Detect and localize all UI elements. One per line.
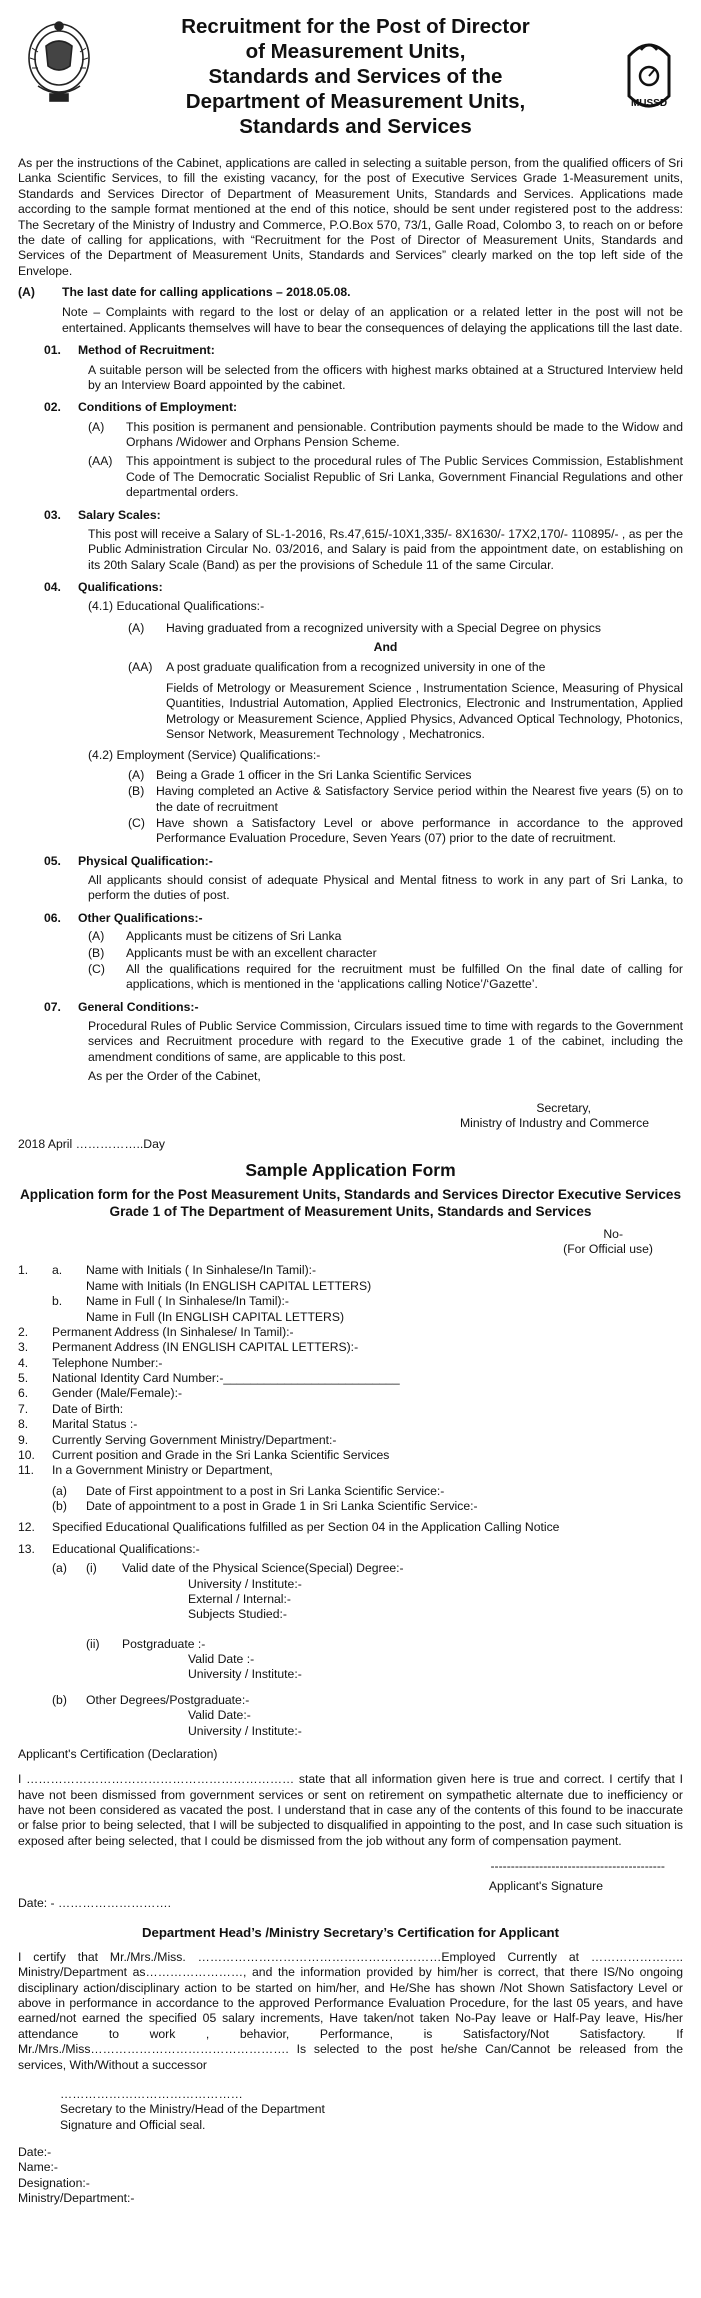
- form-item-11a: (a) Date of First appointment to a post in Sri Lanka Scientific Service:-: [52, 1483, 445, 1498]
- form-13a-ii-date: Valid Date :-: [188, 1652, 255, 1667]
- form-13b-date: Valid Date:-: [188, 1708, 251, 1723]
- applicant-certification-text: I ………………………………………………………… state that all information given here is true and correct. I certify that I have not been dismissed from government services or sent on retirement on sympathetic alternate due to inefficiency or have not been considered as vacated the post. I understand that in case any of the contents of this found to be inaccurate or false prior to being selected, that I will be subjected to disqualified in appointing to the post, and In case such situation is exposed after being selected, that I could be dismissed from the job without any form of compensation payment.: [18, 1772, 683, 1848]
- last-date-text: The last date for calling applications – 2018.05.08.: [62, 285, 351, 299]
- section-04-1-a: (A) Having graduated from a recognized university with a Special Degree on physics: [128, 620, 601, 635]
- form-13a-external: External / Internal:-: [188, 1591, 291, 1606]
- cabinet-order: As per the Order of the Cabinet,: [88, 1069, 261, 1084]
- form-item-1a-2: Name with Initials (In ENGLISH CAPITAL LETTERS): [86, 1278, 372, 1293]
- section-04-2-c: (C) Have shown a Satisfactory Level or above performance in accordance to the approved Performance Evaluation Procedure, Seven Years (07) prior to the date of recruitment.: [128, 815, 683, 846]
- section-06-c: (C) All the qualifications required for the recruitment must be fulfilled On the final date of calling for applications, which is mentioned in the ‘applications calling Notice’/‘Gazette’.: [88, 961, 683, 992]
- form-item-6: 6. Gender (Male/Female):-: [18, 1386, 183, 1401]
- section-03-text: This post will receive a Salary of SL-1-2016, Rs.47,615/-10X1,335/- 8X1630/- 17X2,170/- 110895/- , as per the Public Administration Circular No. 03/2016, and Salary is paid from the appointment date, on establishing on its 20th Salary Scale (Band) as per the provisions of Schedule 11 of the same Circular.: [88, 526, 683, 572]
- form-13a-university: University / Institute:-: [188, 1576, 302, 1591]
- section-05-heading: 05. Physical Qualification:-: [44, 853, 213, 868]
- form-item-5: 5. National Identity Card Number:-__________________________: [18, 1371, 400, 1386]
- form-item-11: 11. In a Government Ministry or Department,: [18, 1463, 273, 1478]
- secretary-label: Secretary,: [536, 1100, 591, 1115]
- signature-line: -------------------------------------------: [490, 1859, 665, 1874]
- form-item-1b: b. Name in Full ( In Sinhalese/In Tamil):-: [52, 1294, 289, 1309]
- official-use: (For Official use): [563, 1242, 653, 1257]
- footer-date: Date:-: [18, 2145, 52, 2160]
- form-subtitle: Application form for the Post Measurement Units, Standards and Services Director Executive Services Grade 1 of The Department of Measurement Units, Standards and Services: [19, 1186, 682, 1219]
- applicant-signature-label: Applicant's Signature: [488, 1878, 603, 1893]
- section-06-a: (A) Applicants must be citizens of Sri Lanka: [88, 929, 342, 944]
- form-13a-subjects: Subjects Studied:-: [188, 1607, 287, 1622]
- mussd-logo: [619, 36, 679, 122]
- last-date-label: (A): [18, 285, 35, 299]
- section-04-2: (4.2) Employment (Service) Qualifications:-: [88, 748, 321, 763]
- last-date-line: [18, 285, 683, 300]
- sri-lanka-emblem-icon: [24, 18, 94, 104]
- footer-designation: Designation:-: [18, 2175, 90, 2190]
- section-04-2-a: (A) Being a Grade 1 officer in the Sri Lanka Scientific Services: [128, 767, 472, 782]
- ministry-label: Ministry of Industry and Commerce: [460, 1115, 649, 1130]
- form-item-2: 2. Permanent Address (In Sinhalese/ In Tamil):-: [18, 1324, 294, 1339]
- section-01-heading: 01. Method of Recruitment:: [44, 343, 215, 358]
- form-item-9: 9. Currently Serving Government Ministry/Department:-: [18, 1432, 337, 1447]
- signature-seal: Signature and Official seal.: [60, 2117, 206, 2132]
- footer-name: Name:-: [18, 2160, 58, 2175]
- form-item-13a-i: (a) (i) Valid date of the Physical Science(Special) Degree:-: [52, 1561, 404, 1576]
- official-no: No-: [603, 1226, 623, 1241]
- application-form: [18, 1263, 683, 1739]
- form-item-11b: (b) Date of appointment to a post in Grade 1 in Sri Lanka Scientific Service:-: [52, 1499, 478, 1514]
- form-item-8: 8. Marital Status :-: [18, 1417, 138, 1432]
- form-item-12: 12. Specified Educational Qualifications fulfilled as per Section 04 in the Application Calling Notice: [18, 1520, 560, 1535]
- form-item-10: 10. Current position and Grade in the Sri Lanka Scientific Services: [18, 1447, 390, 1462]
- head-certification-text: I certify that Mr./Mrs./Miss. ……………………………………………………Employed Currently at ………………….. Ministry/Department as……………………, and the information provided by him/her is correct, that there IS/No ongoing disciplinary action/disciplinary action to be started on him/her, and He/She has shown /Not Shown Satisfactory Level or above in performance in accordance to the approved Performance Evaluation Procedure, for the last 05 years, and have earned/not earned the specified 05 salary increments, Have taken/not taken No-Pay leave or Half-Pay leave, His/her attendance to work , behavior, Performance, is Satisfactory/Not Satisfactory. If Mr./Mrs./Miss…………………………………………. Is selected to the post he/she Can/Cannot be released from the services, With/Without a successor: [18, 1949, 683, 2072]
- fields-list: Fields of Metrology or Measurement Science , Instrumentation Science, Measuring of Physical Quantities, Industrial Automation, Applied Electronics, Electronic and Instrumentation, Applied Metrology or Measurement Science, Applied Physics, Advanced Optical Technology, Photonics, Sensor Network, Measurement Technology , Mechatronics.: [166, 680, 683, 741]
- form-item-7: 7. Date of Birth:: [18, 1401, 124, 1416]
- form-item-1b-2: Name in Full (In ENGLISH CAPITAL LETTERS): [86, 1309, 345, 1324]
- head-certification-title: Department Head’s /Ministry Secretary’s Certification for Applicant: [142, 1925, 559, 1941]
- form-13b-university: University / Institute:-: [188, 1723, 302, 1738]
- secretary-dots: ………………………………………: [60, 2086, 243, 2101]
- section-04-1-aa: (AA) A post graduate qualification from a recognized university in one of the: [128, 659, 546, 674]
- form-item-13b: (b) Other Degrees/Postgraduate:-: [52, 1692, 250, 1707]
- form-item-4: 4. Telephone Number:-: [18, 1355, 163, 1370]
- form-title: Sample Application Form: [245, 1159, 456, 1180]
- form-item-13: 13. Educational Qualifications:-: [18, 1541, 200, 1556]
- mussd-logo-text: MUSSD: [630, 98, 668, 109]
- form-13a-ii-university: University / Institute:-: [188, 1667, 302, 1682]
- header: [18, 14, 683, 146]
- note-paragraph: Note – Complaints with regard to the lost or delay of an application or a related letter in the post will not be entertained. Applicants themselves will have to bear the consequences of delaying the applications till the last date.: [62, 305, 683, 335]
- section-07-heading: 07. General Conditions:-: [44, 999, 199, 1014]
- section-02-a: (A) This position is permanent and pensionable. Contribution payments should be made to the Widow and Orphans /Widower and Orphans Pension Scheme.: [88, 419, 683, 449]
- section-04-1: (4.1) Educational Qualifications:-: [88, 599, 265, 614]
- notice-date: 2018 April ……………..Day: [18, 1137, 165, 1152]
- section-04-2-b: (B) Having completed an Active & Satisfactory Service period within the Nearest five years (5) on to the date of recruitment: [128, 784, 683, 814]
- section-04-heading: 04. Qualifications:: [44, 580, 163, 594]
- page-title: Recruitment for the Post of Director of Measurement Units, Standards and Services of the Department of Measurement Units, Standards and Services: [181, 15, 530, 138]
- section-02-aa: (AA) This appointment is subject to the procedural rules of The Public Services Commission, Establishment Code of The Democratic Socialist Republic of Sri Lanka, Government Financial Regulations and other departmental orders.: [88, 454, 683, 500]
- form-item-13a-ii: (ii) Postgraduate :-: [86, 1636, 206, 1651]
- form-item-3: 3. Permanent Address (IN ENGLISH CAPITAL LETTERS):-: [18, 1340, 359, 1355]
- section-06-heading: 06. Other Qualifications:-: [44, 910, 203, 925]
- intro-paragraph: As per the instructions of the Cabinet, applications are called in selecting a suitable person, from the qualified officers of Sri Lanka Scientific Services, to fill the existing vacancy, for the post of Executive Services Grade 1-Measurement units, Standards and Services Director of Department of Measurement Units, Standards and Services. Applications made according to the sample format mentioned at the end of this notice, should be sent under registered post to the address: The Secretary of the Ministry of Industry and Commerce, P.O.Box 570, 73/1, Galle Road, Colombo 3, to reach on or before the date of calling for applications, with “Recruitment for the Post of Director of Measurement Units, Standards and Services of the Department of Measurement Units, Standards and Services” clearly marked on the top left side of the Envelope.: [18, 156, 683, 278]
- section-05-text: All applicants should consist of adequate Physical and Mental fitness to work in any part of Sri Lanka, to perform the duties of post.: [88, 873, 683, 903]
- form-item-1a: 1. a. Name with Initials ( In Sinhalese/In Tamil):-: [18, 1263, 317, 1278]
- section-01-text: A suitable person will be selected from the officers with highest marks obtained at a Structured Interview held by an Interview Board appointed by the cabinet.: [88, 362, 683, 392]
- section-06-b: (B) Applicants must be with an excellent character: [88, 945, 377, 960]
- section-07-text: Procedural Rules of Public Service Commission, Circulars issued time to time with regards to the Government services and Recruitment procedure with regard to the Executive grade 1 of the cabinet, including the amendment conditions of same, are applicable to this post.: [88, 1019, 683, 1064]
- footer-ministry: Ministry/Department:-: [18, 2191, 135, 2206]
- secretary-title: Secretary to the Ministry/Head of the Department: [60, 2102, 325, 2117]
- section-03-heading: 03. Salary Scales:: [44, 507, 161, 522]
- section-02-heading: 02. Conditions of Employment:: [44, 400, 238, 415]
- and-label: And: [373, 640, 398, 655]
- applicant-date: Date: - ……………………….: [18, 1895, 172, 1910]
- applicant-certification-heading: Applicant's Certification (Declaration): [18, 1746, 218, 1761]
